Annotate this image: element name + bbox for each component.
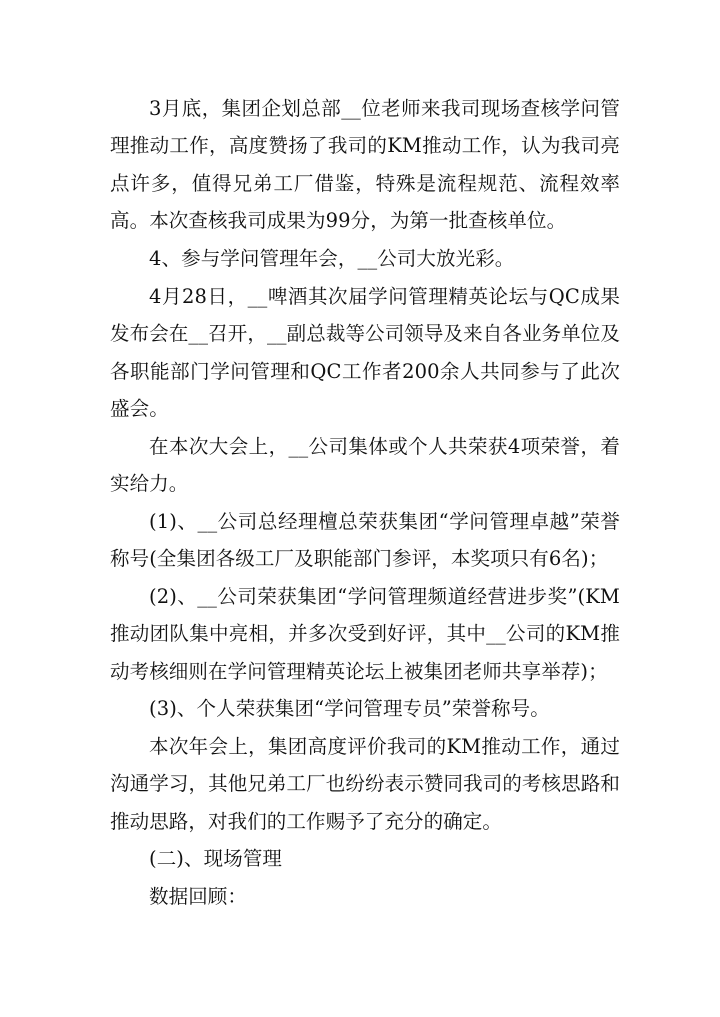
paragraph-annual-review: 本次年会上，集团高度评价我司的KM推动工作，通过沟通学习，其他兄弟工厂也纷纷表示赞同我司的考核思路和推动思路，对我们的工作赐予了充分的确定。 [110,735,620,833]
paragraph-honors-summary: 在本次大会上，__公司集体或个人共荣获4项荣誉，着实给力。 [110,435,620,496]
paragraph-kpi-audit: 3月底，集团企划总部__位老师来我司现场查核学问管理推动工作，高度赞扬了我司的KM推动工作，认为我司亮点许多，值得兄弟工厂借鉴，特殊是流程规范、流程效率高。本次查核我司成果为99分，为第一批查核单位。 [110,97,620,233]
paragraph-forum-event: 4月28日，__啤酒其次届学问管理精英论坛与QC成果发布会在__召开，__副总裁等公司领导及来自各业务单位及各职能部门学问管理和QC工作者200余人共同参与了此次盛会。 [110,285,620,421]
section-heading-site-management: (二)、现场管理 [149,847,283,870]
paragraph-honor-3: (3)、个人荣获集团“学问管理专员”荣誉称号。 [149,697,550,720]
paragraph-data-review-label: 数据回顾： [149,885,248,908]
paragraph-honor-2: (2)、__公司荣获集团“学问管理频道经营进步奖”(KM推动团队集中亮相，并多次受到好评，其中__公司的KM推动考核细则在学问管理精英论坛上被集团老师共享举荐)； [110,585,620,683]
paragraph-item-4-heading: 4、参与学问管理年会，__公司大放光彩。 [149,247,515,270]
paragraph-honor-1: (1)、__公司总经理檀总荣获集团“学问管理卓越”荣誉称号(全集团各级工厂及职能部门参评，本奖项只有6名)； [110,510,620,571]
